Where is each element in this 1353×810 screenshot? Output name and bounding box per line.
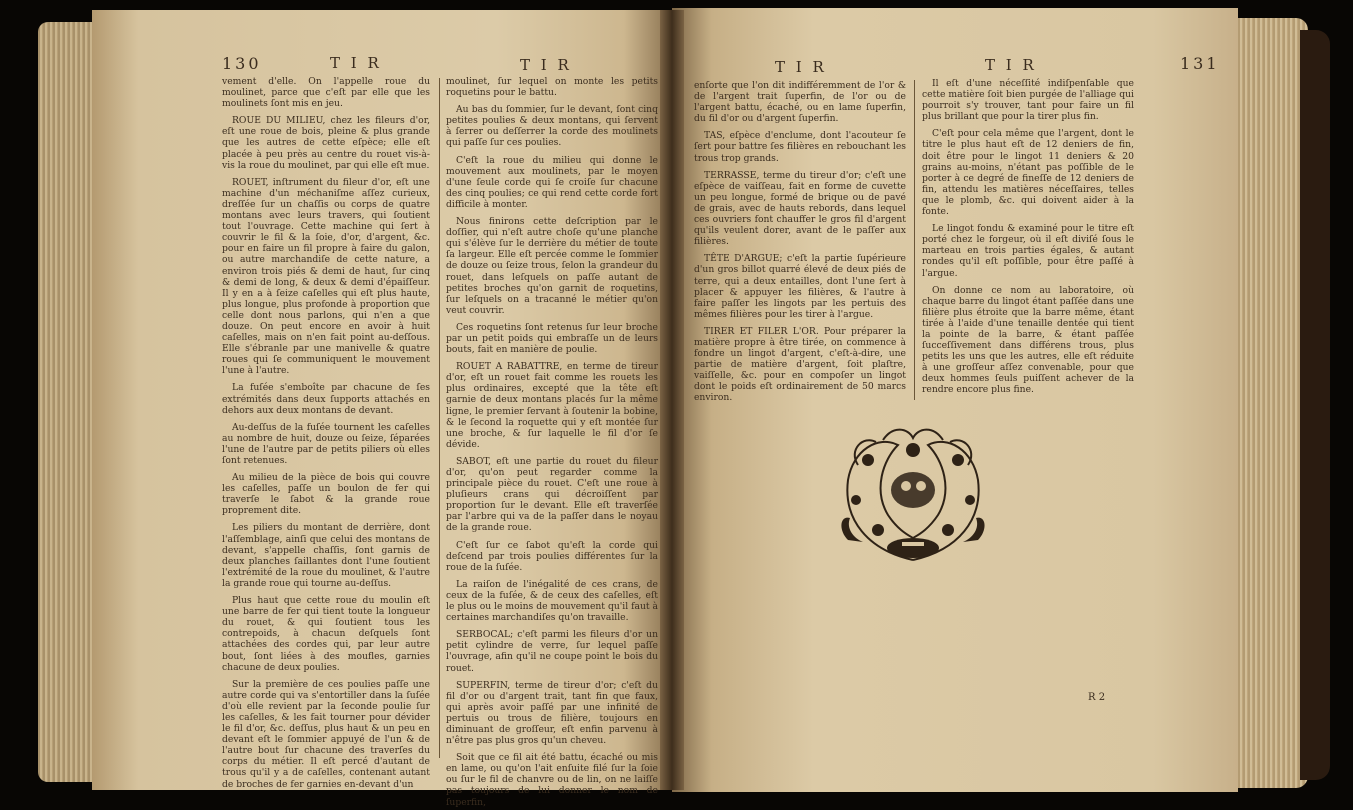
paragraph: Le lingot fondu & examiné pour le titre eſt porté chez le forgeur, où il eſt diviſé ſous le marteau en trois parties égales, & autant rondes qu'il eſt poſſible, pour être paſſé à l'argue.	[922, 223, 1134, 279]
paragraph: La fuſée s'emboîte par chacune de ſes extrémités dans deux ſupports attachés en dehors aux deux montans de devant.	[222, 382, 430, 416]
paragraph: C'eſt ſur ce ſabot qu'eſt la corde qui deſcend par trois poulies différentes ſur la roue de la ſuſée.	[446, 539, 658, 573]
paragraph: Les piliers du montant de derrière, dont l'aſſemblage, ainſi que celui des montans de devant, s'appelle chaſſis, ſont garnis de deux planches ſaillantes dont l'une ſoutient l'extrémité de la roue du moulinet, & l'autre la grande roue qui tourne au-deſſus.	[222, 522, 430, 589]
paragraph: Au bas du ſommier, ſur le devant, ſont cinq petites poulies & deux montans, qui ſervent à ſerrer ou deſſerrer la corde des moulinets qui paſſe ſur ces poulies.	[446, 104, 658, 149]
paragraph: ROUET A RABATTRE, en terme de tireur d'or, eſt un rouet fait comme les rouets les plus ordinaires, excepté que la tête eſt garnie de deux montans placés ſur la même ligne, le premier ſervant à ſoutenir la bobine, & le ſecond la roquette qui y eſt montée ſur une broche, & ſur laquelle le fil d'or ſe dévide.	[446, 361, 658, 450]
paragraph: SERBOCAL; c'eſt parmi les fileurs d'or un petit cylindre de verre, ſur lequel paſſe l'ouvrage, afin qu'il ne coupe point le bois du rouet.	[446, 629, 658, 674]
paragraph: Ces roquetins ſont retenus ſur leur broche par un petit poids qui embraſſe un de leurs bouts, fait en manière de poulie.	[446, 321, 658, 356]
running-head-right-1: T I R	[775, 58, 827, 76]
paragraph: Soit que ce fil ait été battu, écaché ou mis en lame, ou qu'on l'ait enſuite filé ſur la ſoie ou ſur le fil de chanvre ou de lin, on ne laiſſe pas toujours de lui donner le nom de ſuperfin,	[446, 752, 658, 808]
paragraph: SABOT, eſt une partie du rouet du fileur d'or, qu'on peut regarder comme la principale pièce du rouet. C'eſt une roue à pluſieurs crans qui décroiſſent par proportion ſur le devant. Elle eſt traverſée par l'arbre qui va de la paſſer dans le noyau de la grande roue.	[446, 455, 658, 534]
paragraph: TERRASSE, terme du tireur d'or; c'eſt une eſpèce de vaiſſeau, fait en forme de cuvette un peu longue, formé de brique ou de pavé de grais, avec de hauts rebords, dans lequel ces ouvriers font chauffer le gros fil d'argent qu'ils veulent dorer, avant de le paſſer aux filières.	[694, 169, 906, 248]
paragraph: Plus haut que cette roue du moulin eſt une barre de fer qui tient toute la longueur du rouet, & qui ſoutient tous les contrepoids, à chacun deſquels ſont attachées des cordes qui, par leur autre bout, ſont liées à des moufles, garnies chacune de deux poulies.	[222, 595, 430, 673]
column-rule-left	[439, 78, 440, 758]
running-head-left-1: T I R	[330, 54, 382, 72]
paragraph: La raiſon de l'inégalité de ces crans, de ceux de la fuſée, & de ceux des caſelles, eſt le plus ou le moins de mouvement qu'il faut à certaines marchandiſes qu'on travaille.	[446, 578, 658, 624]
book-gutter	[660, 10, 684, 790]
paragraph: TAS, eſpèce d'enclume, dont l'acouteur ſe ſert pour battre ſes filières en rebouchant les trous trop grands.	[694, 130, 906, 164]
paragraph: On donne ce nom au laboratoire, où chaque barre du lingot étant paſſée dans une filière plus étroite que la barre même, étant tirée à l'aide d'une tenaille dentée qui tient la pointe de la barre, & étant paſſée ſucceſſivement dans différens trous, plus petits les uns que les autres, elle eſt réduite à une groſſeur aſſez convenable, pour que deux hommes ſeuls puiſſent achever de la rendre encore plus fine.	[922, 284, 1134, 396]
column-rule-right	[914, 80, 915, 400]
paragraph: ROUE DU MILIEU, chez les fileurs d'or, eſt une roue de bois, pleine & plus grande que les autres de cette eſpèce; elle eſt placée à peu près au centre du rouet vis-à-vis la roue du moulinet, par qui elle eſt mue.	[222, 115, 430, 171]
paragraph: SUPERFIN, terme de tireur d'or; c'eſt du fil d'or ou d'argent trait, tant fin que faux, qui après avoir paſſé par une infinité de pertuis ou trous de filière, toujours en diminuant de groſſeur, eſt enfin parvenu à n'être pas plus gros qu'un cheveu.	[446, 679, 658, 747]
left-page-edges	[38, 22, 98, 782]
paragraph: Sur la première de ces poulies paſſe une autre corde qui va s'entortiller dans la ſuſée d'où elle revient par la ſeconde poulie ſur les caſelles, & les fait tourner pour dévider le fil d'or, &c. deſſus, plus haut & un peu en devant eſt le ſommier appuyé de l'un & de l'autre bout ſur chacune des traverſes du corps du métier. Il eſt percé d'autant de trous qu'il y a de caſelles, contenant autant de broches de fer garnies en-devant d'un	[222, 678, 430, 790]
book-cover-edge	[1300, 30, 1330, 780]
signature-mark: R 2	[1088, 692, 1106, 703]
page-number-left: 130	[222, 54, 262, 73]
paragraph: Nous finirons cette deſcription par le doſſier, qui n'eſt autre choſe qu'une planche qui s'élève ſur le derrière du métier de toute ſa largeur. Elle eſt percée comme le ſommier de douze ou ſeize trous, ſelon la grandeur du rouet, dans leſquels on paſſe autant de petites broches qu'on garnit de roquetins, ſur leſquels on a tracanné le métier qu'on veut couvrir.	[446, 216, 658, 316]
paragraph: moulinet, ſur lequel on monte les petits roquetins pour le battu.	[446, 76, 658, 99]
running-head-right-2: T I R	[985, 56, 1037, 74]
running-head-left-2: T I R	[520, 56, 572, 74]
paragraph: C'eſt pour cela même que l'argent, dont le titre le plus haut eſt de 12 deniers de fin, doit être pour le lingot 11 deniers & 20 grains au-moins, n'étant pas poſſible de le porter à ce degré de fineſſe de 12 deniers de fin, attendu les matières néceſſaires, telles que le plomb, &c. qui doivent aider à la fonte.	[922, 128, 1134, 218]
paragraph: enſorte que l'on dit indifféremment de l'or & de l'argent trait ſuperfin, de l'or ou de l'argent battu, écaché, ou en lame ſuperfin, du fil d'or ou d'argent ſuperfin.	[694, 80, 906, 125]
paragraph: Au-deſſus de la fuſée tournent les caſelles au nombre de huit, douze ou ſeize, ſéparées l'une de l'autre par de petits piliers où elles ſont retenues.	[222, 421, 430, 466]
paragraph: TÊTE D'ARGUE; c'eſt la partie ſupérieure d'un gros billot quarré élevé de deux piés de terre, qui a deux entailles, dont l'une ſert à placer & appuyer les filières, & l'autre à faire paſſer les lingots par les pertuis des mêmes filières pour les tirer à l'argue.	[694, 253, 906, 320]
paragraph: ROUET, inſtrument du fileur d'or, eſt une machine d'un méchaniſme aſſez curieux, dreſſée ſur un chaſſis ou corps de quatre montans avec leurs travers, qui ſoutient tout l'ouvrage. Cette machine qui ſert à couvrir le fil & la ſoie, d'or, d'argent, &c. pour en faire un fil propre à faire du galon, ou autre marchandiſe de cette nature, a environ trois piés & demi de haut, ſur cinq & demi de long, & deux & demi d'épaiſſeur. Il y en a à ſeize caſelles qui eſt plus haute, plus longue, plus profonde à proportion que celle dont nous parlons, qui n'en a que douze. On peut encore en avoir à huit caſelles, mais on n'en fait point au-deſſous. Elle s'ébranle par une manivelle & quatre roues qui ſe communiquent le mouvement l'une à l'autre.	[222, 176, 430, 377]
paragraph: Il eſt d'une néceſſité indiſpenſable que cette matière ſoit bien purgée de l'alliage qui pourroit s'y trouver, tant pour faire un fil plus brillant que pour la tirer plus fin.	[922, 78, 1134, 123]
page-number-right: 131	[1180, 54, 1220, 73]
paragraph: TIRER ET FILER L'OR. Pour préparer la matière propre à être tirée, on commence à fondre un lingot d'argent, c'eſt-à-dire, une partie de matière d'argent, ſoit plaſtre, vaiſſelle, &c. pour en compoſer un lingot dont le poids eſt ordinairement de 50 marcs environ.	[694, 325, 906, 404]
right-page-column-1	[694, 80, 906, 404]
right-page-column-2	[922, 78, 1134, 398]
right-page-edges	[1228, 18, 1308, 788]
paragraph: Au milieu de la pièce de bois qui couvre les caſelles, paſſe un boulon de fer qui traverſe le ſabot & la grande roue proprement dite.	[222, 472, 430, 517]
paragraph: C'eſt la roue du milieu qui donne le mouvement aux moulinets, par le moyen d'une ſeule corde qui ſe croiſe ſur chacune des cinq poulies; ce qui rend cette corde fort difficile à monter.	[446, 154, 658, 210]
left-page-column-2	[446, 76, 658, 808]
paragraph: vement d'elle. On l'appelle roue du moulinet, parce que c'eſt par elle que les moulinets ſont mis en jeu.	[222, 76, 430, 110]
fleuron-ornament	[828, 420, 998, 570]
left-page-column-1	[222, 76, 430, 790]
